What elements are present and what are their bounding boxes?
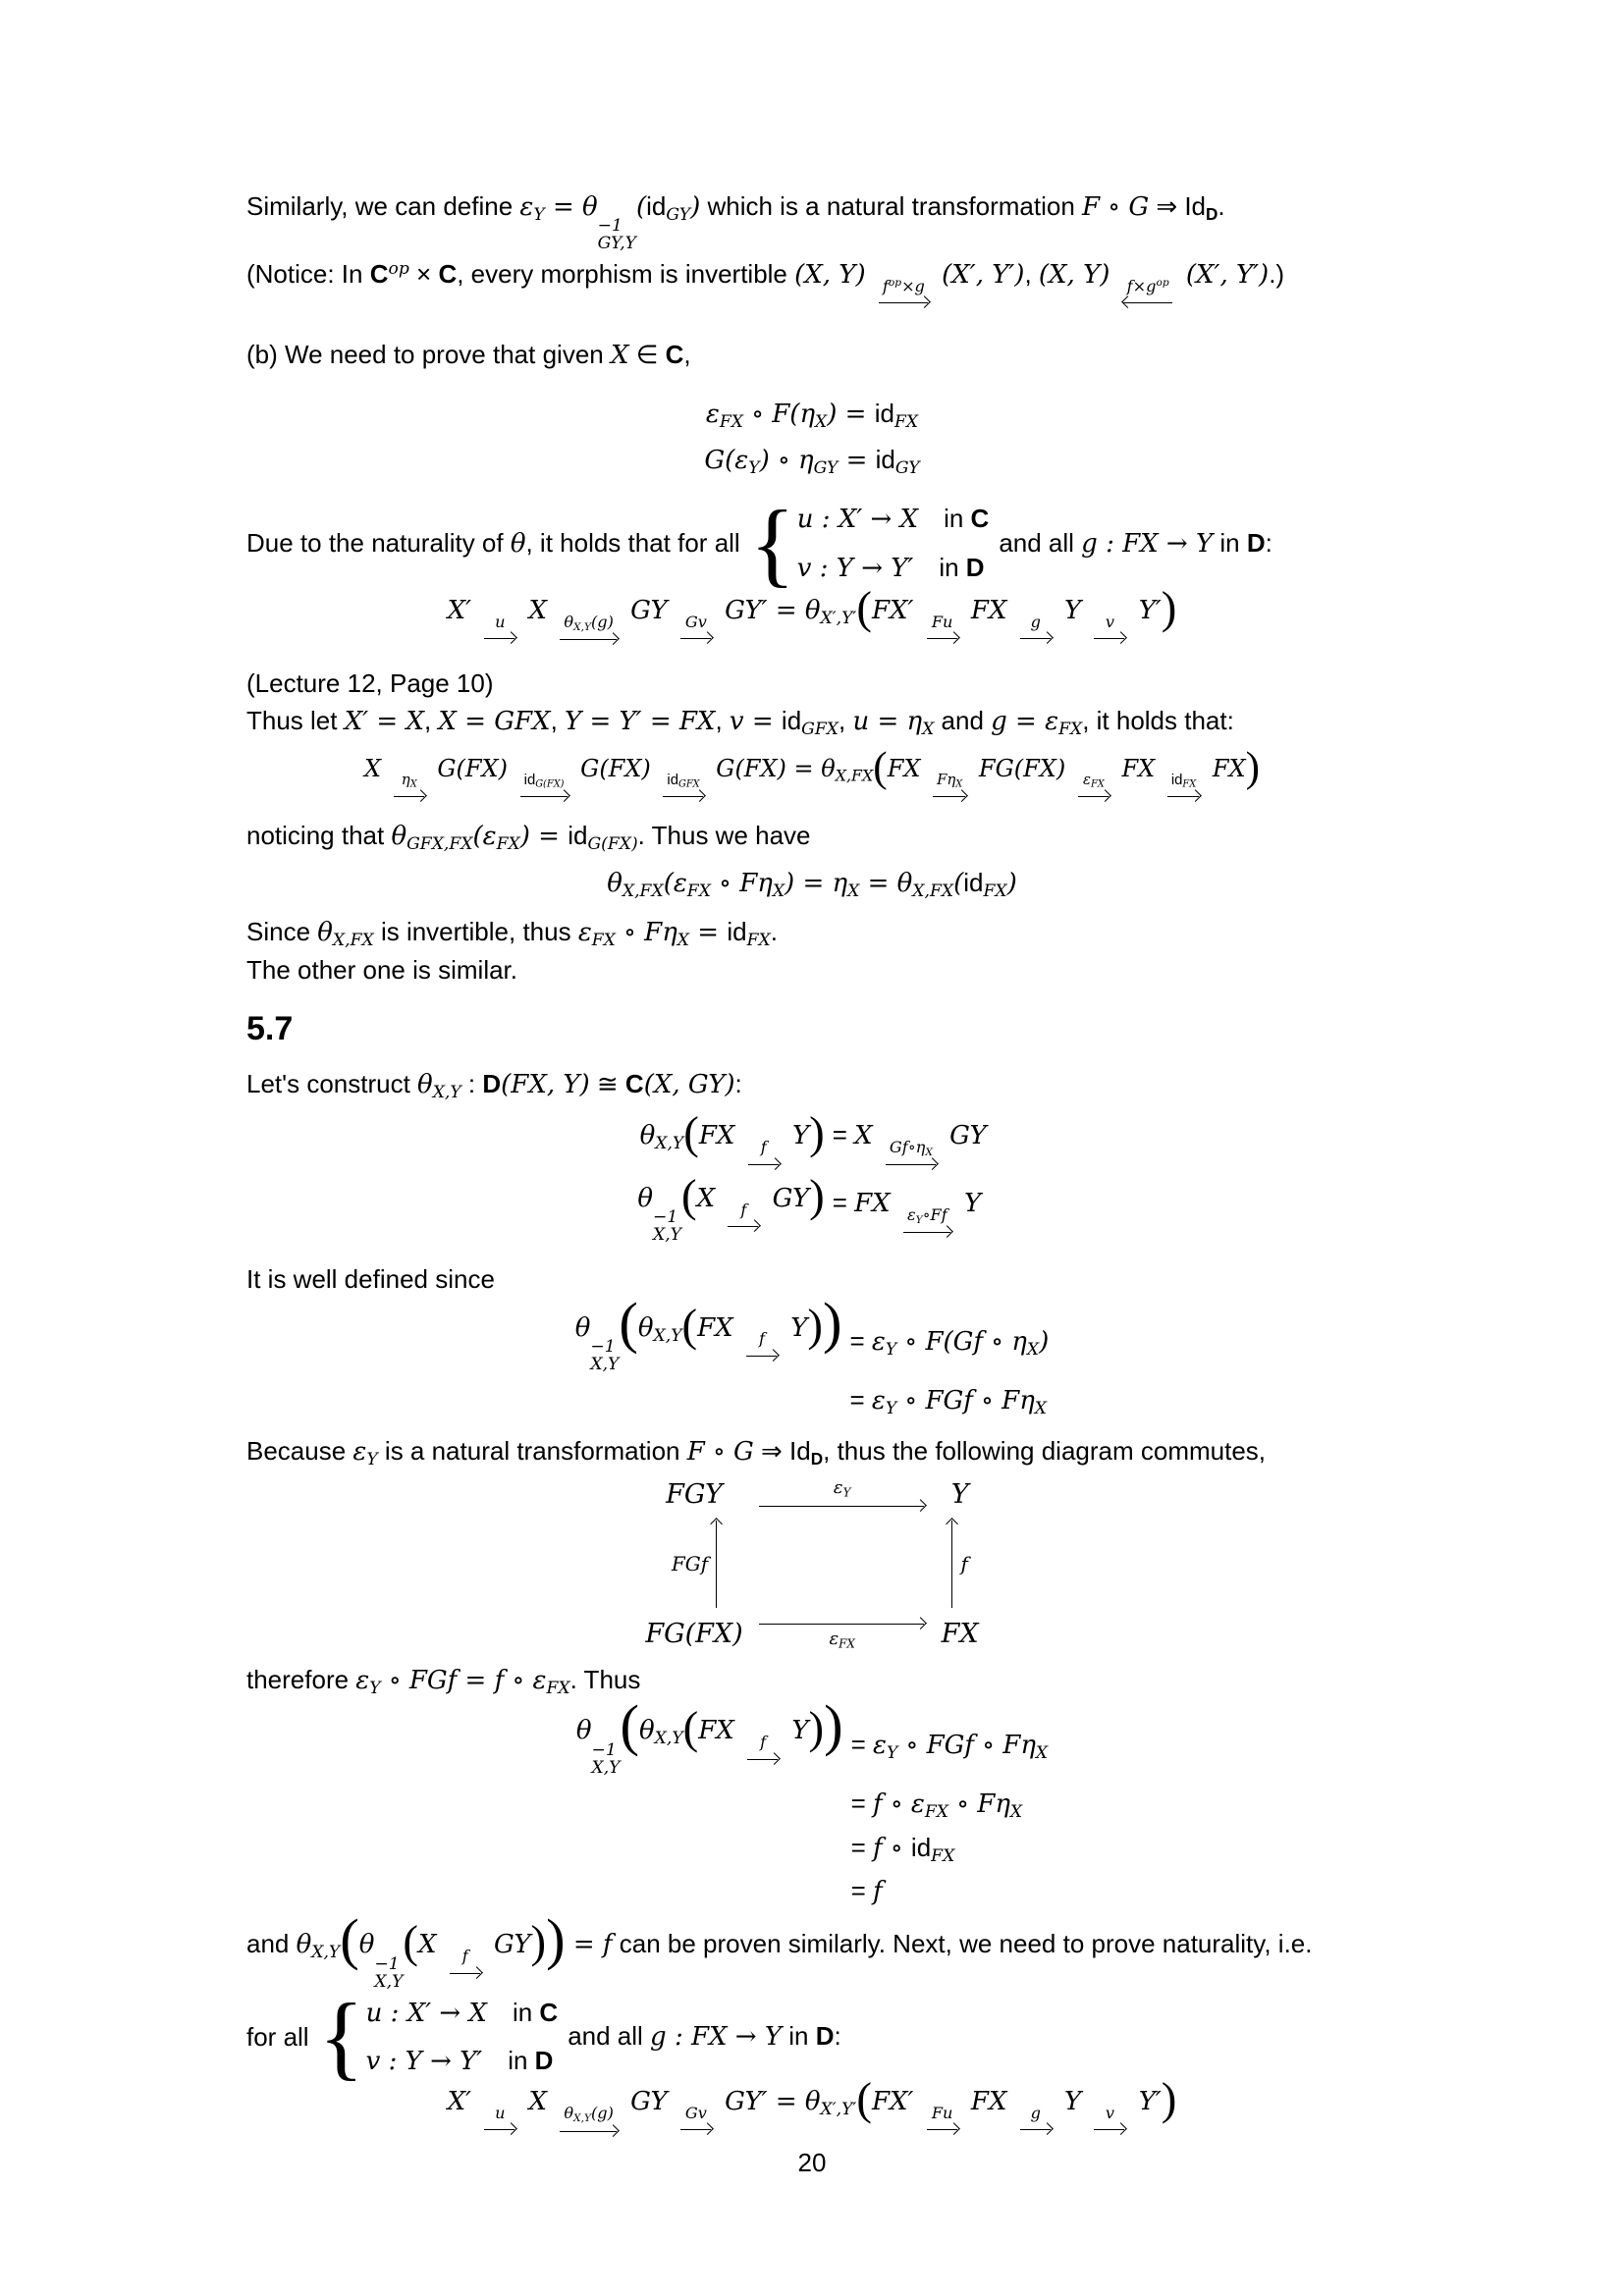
proof-rhs: = f — [850, 1876, 883, 1907]
proof-row — [576, 1783, 1048, 1827]
definition-rhs: = FX εY∘Ff Y — [825, 1177, 987, 1250]
cases-text-before: Due to the naturality of θ, it holds that for all — [246, 528, 740, 560]
proof-lhs: θ −1 X,Y (θX,Y(FX f Y)) — [575, 1693, 843, 1778]
derivation-lhs — [575, 1379, 842, 1423]
diagram-arrow-right-label: f — [960, 1552, 968, 1576]
cases-text-after: and all g : FX → Y in D: — [568, 2021, 841, 2053]
paragraph-prove-given-x: (b) We need to prove that given X ∈ C, — [246, 339, 691, 370]
diagram-arrow-top-label: εY — [833, 1477, 851, 1500]
page-number: 20 — [797, 2148, 827, 2177]
diagram-arrow-right — [951, 1518, 967, 1612]
cases-group: { u : X′ → X in C v : Y → Y′ in D — [749, 490, 990, 596]
diagram-arrow-top — [759, 1478, 926, 1511]
case-category-d: in D — [508, 2045, 554, 2075]
derivation-rhs: = εY ∘ FGf ∘ FηX — [849, 1384, 1047, 1418]
paragraph-thus-let: Thus let X′ = X, X = GFX, Y = Y′ = FX, v = idGFX, u = ηX and g = εFX, it holds that: — [246, 705, 1234, 739]
diagram-arrow-bottom-label: εFX — [829, 1628, 855, 1650]
cases-text-before: for all — [246, 2021, 309, 2052]
section-heading-5-7: 5.7 — [246, 1010, 294, 1048]
proof-rhs: = f ∘ εFX ∘ FηX — [850, 1788, 1023, 1822]
equation-theta-definition — [637, 1108, 987, 1250]
proof-rhs: = f ∘ idFX — [850, 1832, 955, 1866]
paragraph-other-similar: The other one is similar. — [246, 954, 518, 985]
case-row-v — [797, 550, 990, 586]
derivation-row — [574, 1290, 1050, 1379]
proof-rhs: = εY ∘ FGf ∘ FηX — [850, 1730, 1049, 1763]
paragraph-noticing: noticing that θGFX,FX(εFX) = idG(FX). Thus we have — [246, 820, 811, 854]
equation-proof-chain — [575, 1693, 1049, 1912]
cases-group: { u : X′ → X in C v : Y → Y′ in D — [318, 1983, 559, 2089]
derivation-row — [575, 1379, 1050, 1423]
up-arrow-icon — [716, 1521, 717, 1607]
paragraph-proven-similarly: and θX,Y(θ −1 X,Y (X f GY)) = f can be proven similarly. Next, we need to prove naturality, i.e. — [246, 1907, 1313, 1992]
diagram-node-fgfx: FG(FX) — [645, 1618, 743, 1649]
proof-lhs — [576, 1783, 843, 1827]
proof-lhs — [576, 1870, 843, 1912]
paragraph-because-natural: Because εY is a natural transformation F ∘ G ⇒ IdD, thus the following diagram commutes, — [246, 1435, 1267, 1469]
case-row-u — [797, 501, 990, 537]
commutative-diagram — [246, 1478, 1378, 1649]
definition-row — [637, 1170, 986, 1250]
case-morphism-u: u : X′ → X — [365, 1998, 487, 2028]
definition-row — [637, 1108, 987, 1177]
proof-lhs — [576, 1827, 843, 1871]
equation-well-defined — [574, 1290, 1050, 1423]
case-category-d: in D — [939, 552, 985, 582]
diagram-arrow-left-label: FGf — [671, 1552, 709, 1576]
equation-counit-2: G(εY) ∘ ηGY = idGY — [704, 445, 920, 478]
proof-row — [576, 1827, 1048, 1871]
paragraph-forall-cases — [246, 1983, 1378, 2089]
case-category-c: in C — [512, 1997, 559, 2027]
paragraph-lecture-reference: (Lecture 12, Page 10) — [246, 668, 494, 699]
cases-text-after: and all g : FX → Y in D: — [999, 528, 1272, 560]
paragraph-since-invertible: Since θX,FX is invertible, thus εFX ∘ FηX = idFX. — [246, 916, 778, 950]
paragraph-notice-invertible: (Notice: In $C^{op} \times C$, every morphism is invertible (X, Y) $f^{op}\times g$ (X′, Y′), (X, Y) $f\times g^{op}$ (X′, Y′).) — [246, 256, 1378, 309]
right-arrow-icon — [759, 1500, 926, 1512]
diagram-node-fx: FX — [941, 1618, 979, 1649]
paragraph-construct-theta: Let's construct θX,Y : D(FX, Y) ≅ C(X, GY): — [246, 1069, 742, 1102]
case-category-c: in C — [944, 504, 990, 534]
derivation-lhs: θ −1 X,Y (θX,Y(FX f Y)) — [574, 1290, 842, 1374]
proof-row — [575, 1693, 1049, 1782]
definition-lhs: θX,Y(FX f Y) — [637, 1114, 824, 1177]
derivation-rhs: = εY ∘ F(Gf ∘ ηX) — [849, 1326, 1050, 1361]
diagram-node-y: Y — [950, 1479, 969, 1511]
diagram-arrow-bottom — [759, 1618, 926, 1650]
right-arrow-icon — [759, 1618, 926, 1629]
diagram-arrow-left — [672, 1518, 717, 1612]
definition-lhs: θ −1 X,Y (X f GY) — [637, 1170, 825, 1245]
equation-theta-identity: θX,FX(εFX ∘ FηX) = ηX = θX,FX(idFX) — [607, 868, 1017, 902]
equation-counit-identities — [246, 391, 1378, 484]
paragraph-similarly-define: Similarly, we can define εY = θ −1 GY,Y (idGY) which is a natural transformation F ∘ G ⇒ IdD. — [246, 191, 1225, 254]
case-row-v — [366, 2043, 559, 2079]
case-morphism-u: u : X′ → X — [796, 505, 919, 535]
definition-rhs: = X Gf∘ηX GY — [825, 1114, 987, 1177]
case-morphism-v: v : Y → Y′ — [365, 2046, 483, 2076]
paragraph-naturality-cases — [246, 490, 1378, 596]
diagram-node-fgy: FGY — [666, 1479, 723, 1511]
equation-long-composition: X ηX G(FX) idG(FX) G(FX) idGFX G(FX) = θX,FX(FX FηX FG(FX) εFX FX idFX FX) — [246, 753, 1378, 802]
equation-theta-naturality: X′ u X θX,Y(g) GY Gv GY′ = θX′,Y′(FX′ Fu FX g Y v Y′) — [246, 592, 1378, 646]
up-arrow-icon — [951, 1521, 952, 1607]
page-content — [246, 188, 1378, 2137]
case-morphism-v: v : Y → Y′ — [796, 553, 914, 583]
case-row-u — [366, 1995, 559, 2031]
paragraph-therefore: therefore εY ∘ FGf = f ∘ εFX. Thus — [246, 1664, 641, 1698]
equation-theta-naturality-2: X′ u X θX,Y(g) GY Gv GY′ = θX′,Y′(FX′ Fu FX g Y v Y′) — [246, 2083, 1378, 2137]
paragraph-well-defined: It is well defined since — [246, 1263, 495, 1294]
proof-row — [576, 1870, 1048, 1912]
equation-counit-1: εFX ∘ F(ηX) = idFX — [705, 398, 919, 432]
